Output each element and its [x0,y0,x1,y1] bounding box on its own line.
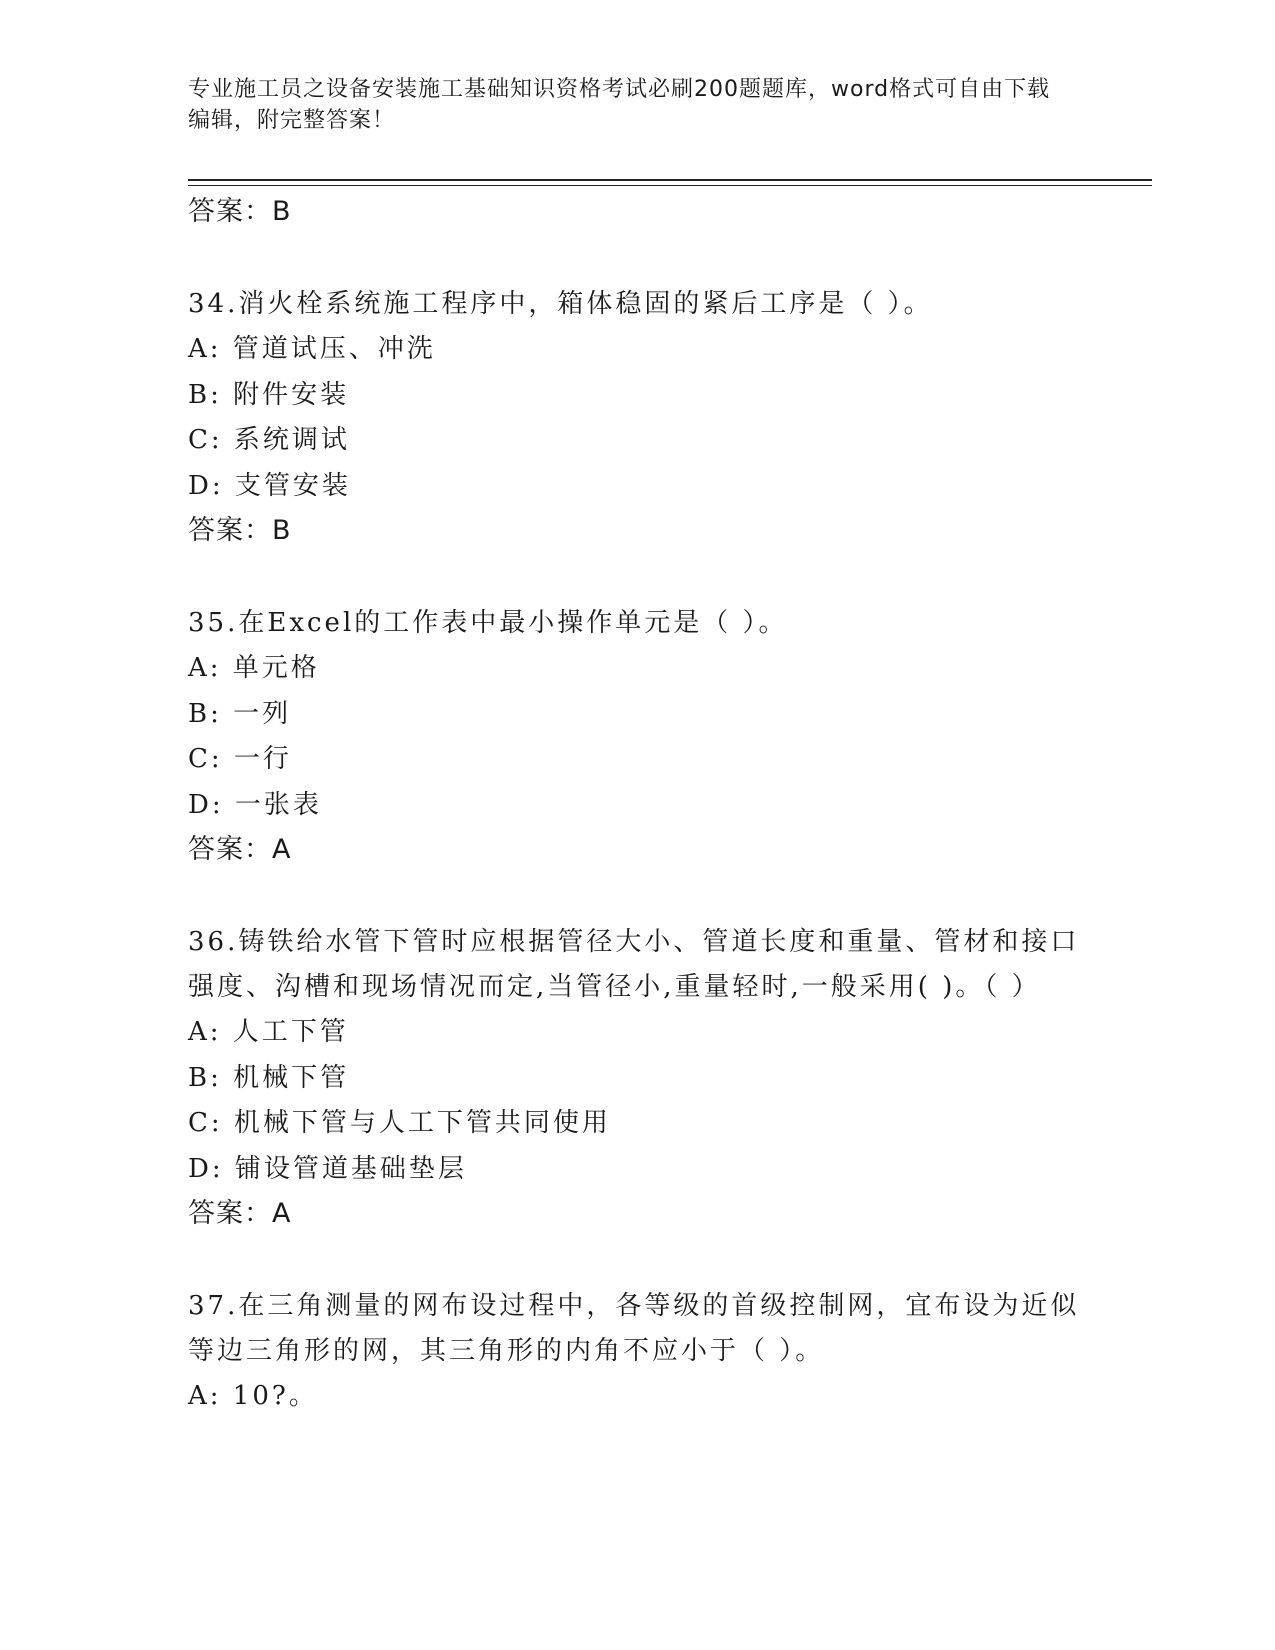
option-a: A: 人工下管 [188,1017,349,1047]
spacer [188,872,1088,920]
option-b: B: 一列 [188,698,292,729]
answer-line: 答案：B [188,196,292,227]
document-header: 专业施工员之设备安装施工基础知识资格考试必刷200题题库，word格式可自由下载编辑，附完整答案！ [188,77,1051,133]
option-b: B: 机械下管 [188,1062,350,1093]
header-rule-thin [188,185,1152,186]
option-a: A: 管道试压、冲洗 [188,334,436,364]
option-a: A: 10?。 [188,1381,318,1411]
option-d: D: 一张表 [188,789,322,820]
question-block [188,1284,1088,1420]
header-rule-thick [188,179,1152,181]
spacer [188,234,1088,282]
question-stem: 34.消火栓系统施工程序中，箱体稳固的紧后工序是（ ）。 [188,289,933,319]
option-d: D: 铺设管道基础垫层 [188,1153,467,1184]
option-b: B: 附件安装 [188,379,350,410]
option-c: C: 一行 [188,744,292,774]
question-block [188,282,1088,553]
question-block [188,920,1088,1236]
spacer [188,553,1088,601]
spacer [188,1236,1088,1284]
question-stem: 35.在Excel的工作表中最小操作单元是（ ）。 [188,608,788,638]
answer-line: 答案：B [188,515,292,546]
option-c: C: 系统调试 [188,425,350,455]
question-block [188,601,1088,872]
option-d: D: 支管安装 [188,470,351,501]
answer-line: 答案：A [188,1198,292,1229]
question-list [188,190,1088,1420]
option-c: C: 机械下管与人工下管共同使用 [188,1108,611,1138]
option-a: A: 单元格 [188,653,320,683]
question-stem: 37.在三角测量的网布设过程中，各等级的首级控制网，宜布设为近似等边三角形的网，其三角形的内角不应小于（ ）。 [188,1291,1080,1366]
answer-line: 答案：A [188,834,292,865]
question-stem: 36.铸铁给水管下管时应根据管径大小、管道长度和重量、管材和接口强度、沟槽和现场情况而定,当管径小,重量轻时,一般采用( )。（ ） [188,927,1080,1002]
